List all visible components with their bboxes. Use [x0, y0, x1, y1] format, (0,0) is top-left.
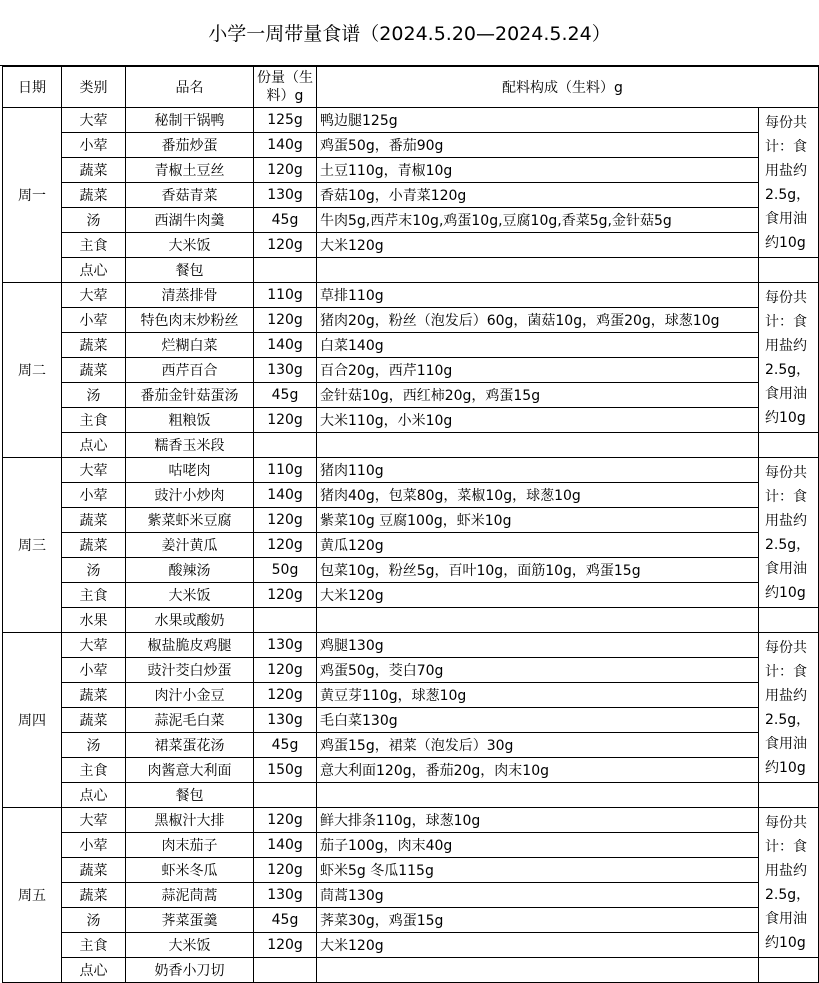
table-row — [3, 533, 819, 558]
category-cell: 点心 — [62, 433, 126, 458]
dish-name-cell: 肉末茄子 — [126, 833, 254, 858]
quantity-cell: 50g — [254, 558, 317, 583]
quantity-cell — [254, 608, 317, 633]
category-cell: 蔬菜 — [62, 508, 126, 533]
dish-name-cell: 糯香玉米段 — [126, 433, 254, 458]
quantity-cell: 140g — [254, 333, 317, 358]
header-row — [3, 67, 819, 108]
category-cell: 主食 — [62, 583, 126, 608]
empty-note-cell — [759, 433, 819, 458]
category-cell: 小荤 — [62, 133, 126, 158]
ingredients-cell: 鲜大排条110g，球葱10g — [317, 808, 759, 833]
ingredients-cell: 荠菜30g，鸡蛋15g — [317, 908, 759, 933]
table-row — [3, 733, 819, 758]
ingredients-cell: 大米120g — [317, 583, 759, 608]
ingredients-cell: 大米120g — [317, 233, 759, 258]
day-label: 周三 — [3, 458, 62, 633]
quantity-cell: 45g — [254, 208, 317, 233]
dish-name-cell: 青椒土豆丝 — [126, 158, 254, 183]
table-row — [3, 608, 819, 633]
category-cell: 大荤 — [62, 458, 126, 483]
category-cell: 蔬菜 — [62, 183, 126, 208]
category-cell: 汤 — [62, 733, 126, 758]
dish-name-cell: 大米饭 — [126, 583, 254, 608]
table-row — [3, 483, 819, 508]
category-cell: 小荤 — [62, 483, 126, 508]
dish-name-cell: 豉汁茭白炒蛋 — [126, 658, 254, 683]
quantity-cell: 120g — [254, 808, 317, 833]
day-label: 周五 — [3, 808, 62, 983]
quantity-cell: 120g — [254, 683, 317, 708]
table-row — [3, 133, 819, 158]
table-row — [3, 408, 819, 433]
dish-name-cell: 餐包 — [126, 258, 254, 283]
quantity-cell: 140g — [254, 483, 317, 508]
table-row — [3, 883, 819, 908]
quantity-cell — [254, 783, 317, 808]
ingredients-cell: 香菇10g，小青菜120g — [317, 183, 759, 208]
dish-name-cell: 大米饭 — [126, 233, 254, 258]
ingredients-cell — [317, 783, 759, 808]
category-cell: 汤 — [62, 383, 126, 408]
nutrition-note: 每份共计：食用盐约2.5g，食用油约10g — [759, 108, 819, 258]
category-cell: 大荤 — [62, 633, 126, 658]
header-date: 日期 — [3, 67, 62, 108]
empty-note-cell — [759, 783, 819, 808]
dish-name-cell: 咕咾肉 — [126, 458, 254, 483]
quantity-cell: 45g — [254, 908, 317, 933]
dish-name-cell: 西湖牛肉羹 — [126, 208, 254, 233]
day-label: 周一 — [3, 108, 62, 283]
table-row — [3, 583, 819, 608]
page-title: 小学一周带量食谱（2024.5.20—2024.5.24） — [0, 0, 819, 66]
category-cell: 蔬菜 — [62, 533, 126, 558]
empty-note-cell — [759, 608, 819, 633]
quantity-cell: 120g — [254, 508, 317, 533]
ingredients-cell: 草排110g — [317, 283, 759, 308]
header-ingredients: 配料构成（生料）g — [317, 67, 819, 108]
category-cell: 小荤 — [62, 308, 126, 333]
table-row — [3, 433, 819, 458]
table-row — [3, 258, 819, 283]
ingredients-cell: 毛白菜130g — [317, 708, 759, 733]
dish-name-cell: 酸辣汤 — [126, 558, 254, 583]
category-cell: 大荤 — [62, 108, 126, 133]
dish-name-cell: 烂糊白菜 — [126, 333, 254, 358]
dish-name-cell: 奶香小刀切 — [126, 958, 254, 983]
table-row — [3, 808, 819, 833]
quantity-cell: 120g — [254, 408, 317, 433]
quantity-cell: 110g — [254, 283, 317, 308]
ingredients-cell: 猪肉110g — [317, 458, 759, 483]
dish-name-cell: 虾米冬瓜 — [126, 858, 254, 883]
ingredients-cell: 猪肉40g，包菜80g，菜椒10g，球葱10g — [317, 483, 759, 508]
table-row — [3, 383, 819, 408]
quantity-cell: 130g — [254, 633, 317, 658]
dish-name-cell: 紫菜虾米豆腐 — [126, 508, 254, 533]
ingredients-cell: 金针菇10g，西红柿20g，鸡蛋15g — [317, 383, 759, 408]
table-row — [3, 233, 819, 258]
dish-name-cell: 番茄金针菇蛋汤 — [126, 383, 254, 408]
table-row — [3, 208, 819, 233]
header-quantity-line2: 料）g — [266, 88, 304, 104]
dish-name-cell: 裙菜蛋花汤 — [126, 733, 254, 758]
quantity-cell: 120g — [254, 658, 317, 683]
ingredients-cell — [317, 608, 759, 633]
ingredients-cell: 黄豆芽110g，球葱10g — [317, 683, 759, 708]
ingredients-cell: 茼蒿130g — [317, 883, 759, 908]
category-cell: 蔬菜 — [62, 333, 126, 358]
table-row — [3, 283, 819, 308]
day-label: 周二 — [3, 283, 62, 458]
quantity-cell: 110g — [254, 458, 317, 483]
category-cell: 点心 — [62, 258, 126, 283]
ingredients-cell: 意大利面120g，番茄20g，肉末10g — [317, 758, 759, 783]
dish-name-cell: 西芹百合 — [126, 358, 254, 383]
table-row — [3, 558, 819, 583]
category-cell: 点心 — [62, 958, 126, 983]
category-cell: 水果 — [62, 608, 126, 633]
dish-name-cell: 肉酱意大利面 — [126, 758, 254, 783]
dish-name-cell: 肉汁小金豆 — [126, 683, 254, 708]
table-row — [3, 458, 819, 483]
dish-name-cell: 秘制干锅鸭 — [126, 108, 254, 133]
table-row — [3, 908, 819, 933]
table-row — [3, 683, 819, 708]
day-label: 周四 — [3, 633, 62, 808]
table-row — [3, 333, 819, 358]
dish-name-cell: 荠菜蛋羹 — [126, 908, 254, 933]
category-cell: 蔬菜 — [62, 883, 126, 908]
dish-name-cell: 香菇青菜 — [126, 183, 254, 208]
ingredients-cell: 鸡蛋50g，番茄90g — [317, 133, 759, 158]
quantity-cell: 130g — [254, 883, 317, 908]
quantity-cell: 120g — [254, 533, 317, 558]
table-row — [3, 183, 819, 208]
table-row — [3, 783, 819, 808]
dish-name-cell: 清蒸排骨 — [126, 283, 254, 308]
quantity-cell: 45g — [254, 383, 317, 408]
category-cell: 主食 — [62, 758, 126, 783]
dish-name-cell: 水果或酸奶 — [126, 608, 254, 633]
dish-name-cell: 大米饭 — [126, 933, 254, 958]
ingredients-cell: 虾米5g 冬瓜115g — [317, 858, 759, 883]
menu-table — [2, 66, 819, 983]
table-row — [3, 658, 819, 683]
category-cell: 点心 — [62, 783, 126, 808]
ingredients-cell: 猪肉20g，粉丝（泡发后）60g，菌菇10g，鸡蛋20g，球葱10g — [317, 308, 759, 333]
table-row — [3, 758, 819, 783]
table-row — [3, 933, 819, 958]
quantity-cell: 120g — [254, 233, 317, 258]
dish-name-cell: 蒜泥茼蒿 — [126, 883, 254, 908]
category-cell: 小荤 — [62, 658, 126, 683]
nutrition-note: 每份共计：食用盐约2.5g，食用油约10g — [759, 283, 819, 433]
quantity-cell: 120g — [254, 308, 317, 333]
category-cell: 汤 — [62, 908, 126, 933]
category-cell: 蔬菜 — [62, 158, 126, 183]
ingredients-cell: 鸡蛋50g，茭白70g — [317, 658, 759, 683]
quantity-cell — [254, 958, 317, 983]
table-row — [3, 633, 819, 658]
category-cell: 小荤 — [62, 833, 126, 858]
dish-name-cell: 蒜泥毛白菜 — [126, 708, 254, 733]
ingredients-cell: 紫菜10g 豆腐100g，虾米10g — [317, 508, 759, 533]
quantity-cell: 130g — [254, 708, 317, 733]
ingredients-cell — [317, 433, 759, 458]
header-category: 类别 — [62, 67, 126, 108]
nutrition-note: 每份共计：食用盐约2.5g，食用油约10g — [759, 458, 819, 608]
table-row — [3, 108, 819, 133]
ingredients-cell: 鸡蛋15g，裙菜（泡发后）30g — [317, 733, 759, 758]
quantity-cell: 120g — [254, 583, 317, 608]
menu-body — [3, 108, 819, 983]
dish-name-cell: 餐包 — [126, 783, 254, 808]
dish-name-cell: 黑椒汁大排 — [126, 808, 254, 833]
ingredients-cell: 大米110g，小米10g — [317, 408, 759, 433]
ingredients-cell: 包菜10g，粉丝5g，百叶10g，面筋10g，鸡蛋15g — [317, 558, 759, 583]
quantity-cell: 130g — [254, 183, 317, 208]
table-row — [3, 708, 819, 733]
table-row — [3, 958, 819, 983]
ingredients-cell: 茄子100g，肉末40g — [317, 833, 759, 858]
quantity-cell — [254, 433, 317, 458]
quantity-cell: 120g — [254, 858, 317, 883]
ingredients-cell: 土豆110g，青椒10g — [317, 158, 759, 183]
table-row — [3, 858, 819, 883]
category-cell: 汤 — [62, 208, 126, 233]
quantity-cell: 120g — [254, 933, 317, 958]
category-cell: 主食 — [62, 933, 126, 958]
category-cell: 主食 — [62, 233, 126, 258]
quantity-cell: 150g — [254, 758, 317, 783]
category-cell: 蔬菜 — [62, 358, 126, 383]
table-row — [3, 833, 819, 858]
dish-name-cell: 姜汁黄瓜 — [126, 533, 254, 558]
quantity-cell: 130g — [254, 358, 317, 383]
category-cell: 蔬菜 — [62, 858, 126, 883]
category-cell: 汤 — [62, 558, 126, 583]
quantity-cell: 45g — [254, 733, 317, 758]
ingredients-cell: 黄瓜120g — [317, 533, 759, 558]
ingredients-cell: 大米120g — [317, 933, 759, 958]
category-cell: 大荤 — [62, 808, 126, 833]
nutrition-note: 每份共计：食用盐约2.5g，食用油约10g — [759, 808, 819, 958]
table-row — [3, 508, 819, 533]
table-row — [3, 358, 819, 383]
empty-note-cell — [759, 258, 819, 283]
nutrition-note: 每份共计：食用盐约2.5g，食用油约10g — [759, 633, 819, 783]
header-quantity — [254, 67, 317, 108]
ingredients-cell: 鸡腿130g — [317, 633, 759, 658]
ingredients-cell: 百合20g，西芹110g — [317, 358, 759, 383]
table-row — [3, 308, 819, 333]
ingredients-cell: 鸭边腿125g — [317, 108, 759, 133]
dish-name-cell: 番茄炒蛋 — [126, 133, 254, 158]
ingredients-cell: 白菜140g — [317, 333, 759, 358]
quantity-cell: 140g — [254, 833, 317, 858]
table-row — [3, 158, 819, 183]
quantity-cell: 125g — [254, 108, 317, 133]
empty-note-cell — [759, 958, 819, 983]
category-cell: 大荤 — [62, 283, 126, 308]
ingredients-cell — [317, 958, 759, 983]
header-quantity-line1: 份量（生 — [257, 70, 313, 86]
category-cell: 主食 — [62, 408, 126, 433]
quantity-cell: 140g — [254, 133, 317, 158]
ingredients-cell — [317, 258, 759, 283]
header-dish: 品名 — [126, 67, 254, 108]
dish-name-cell: 椒盐脆皮鸡腿 — [126, 633, 254, 658]
ingredients-cell: 牛肉5g,西芹末10g,鸡蛋10g,豆腐10g,香菜5g,金针菇5g — [317, 208, 759, 233]
dish-name-cell: 特色肉末炒粉丝 — [126, 308, 254, 333]
category-cell: 蔬菜 — [62, 683, 126, 708]
category-cell: 蔬菜 — [62, 708, 126, 733]
dish-name-cell: 豉汁小炒肉 — [126, 483, 254, 508]
quantity-cell: 120g — [254, 158, 317, 183]
quantity-cell — [254, 258, 317, 283]
dish-name-cell: 粗粮饭 — [126, 408, 254, 433]
